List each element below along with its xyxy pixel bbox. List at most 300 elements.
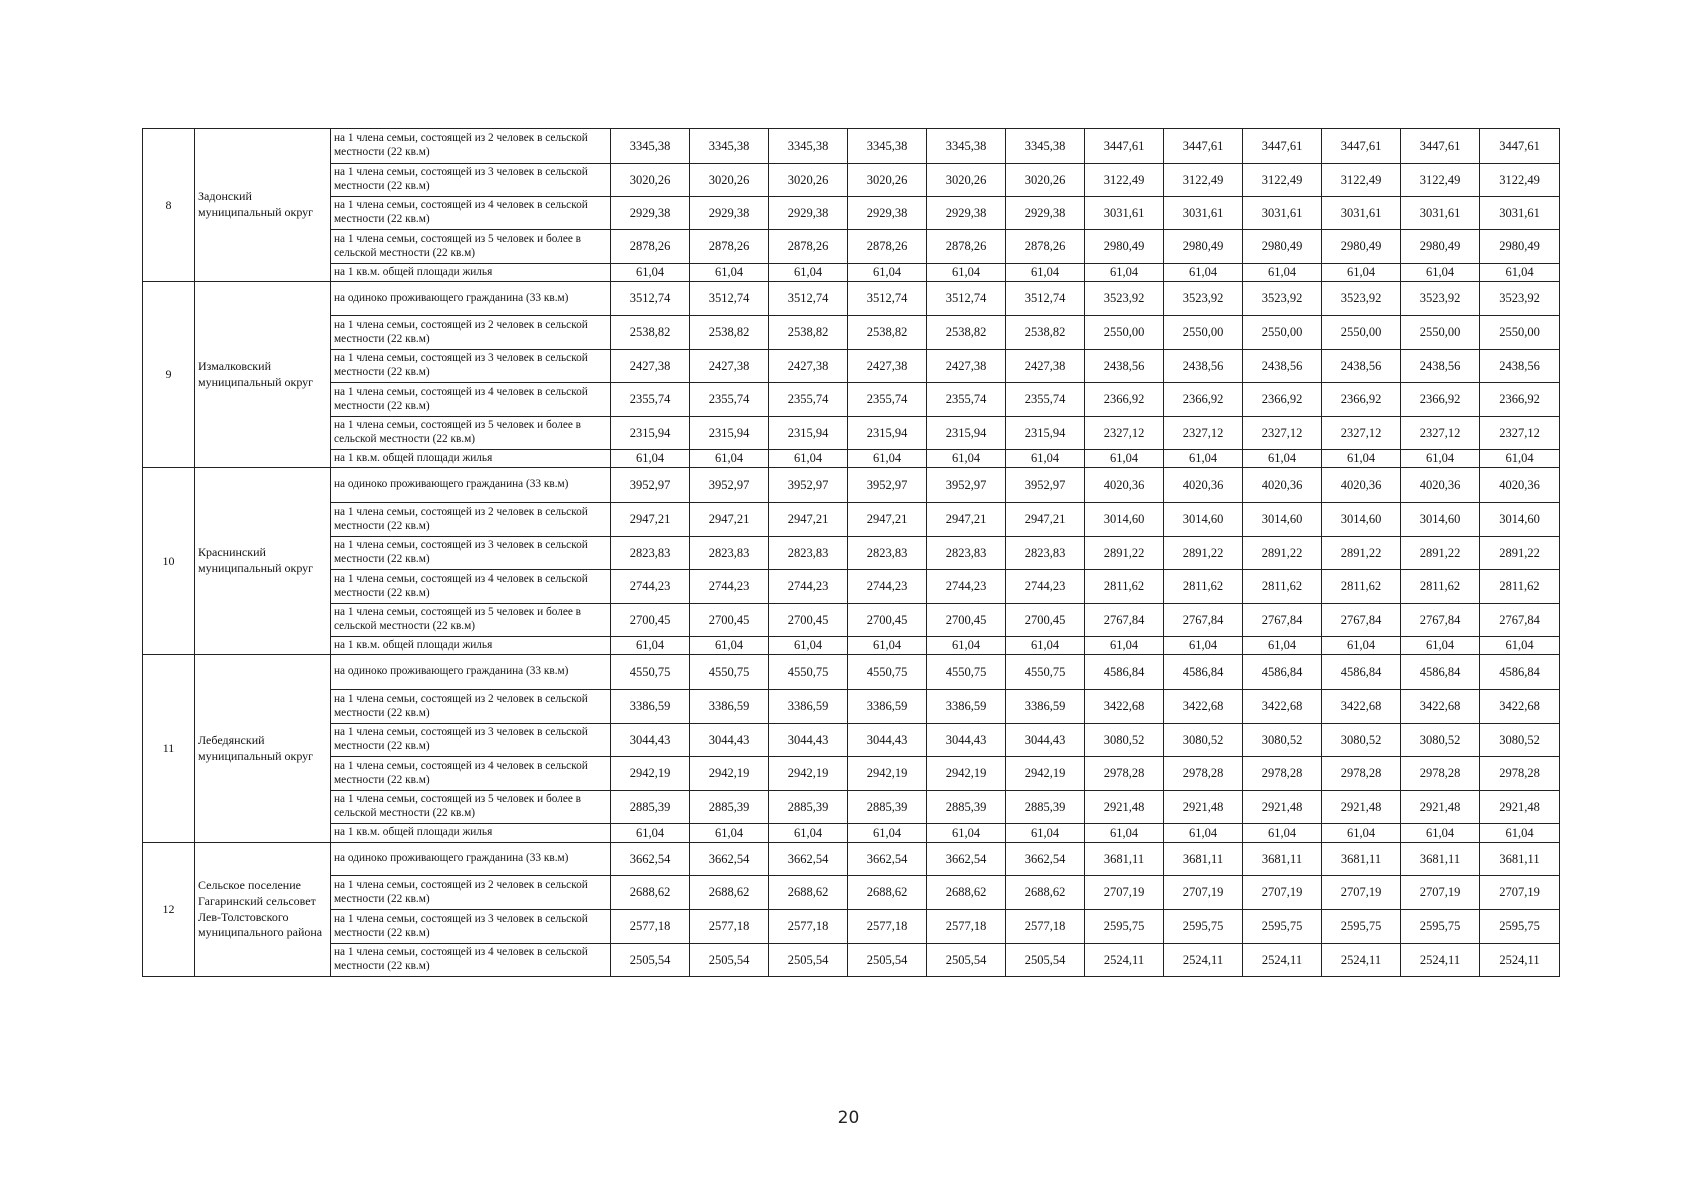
value-cell: 4586,84 xyxy=(1243,655,1322,690)
norm-description: на 1 члена семьи, состоящей из 3 человек в сельской местности (22 кв.м) xyxy=(331,910,611,944)
value-cell: 2505,54 xyxy=(690,944,769,977)
value-cell: 3122,49 xyxy=(1480,164,1560,197)
value-cell: 3386,59 xyxy=(1006,690,1085,724)
value-cell: 61,04 xyxy=(1164,824,1243,843)
value-cell: 61,04 xyxy=(690,450,769,468)
table-row xyxy=(143,417,1560,450)
value-cell: 2577,18 xyxy=(1006,910,1085,944)
value-cell: 3523,92 xyxy=(1085,282,1164,316)
value-cell: 2811,62 xyxy=(1322,570,1401,604)
value-cell: 3662,54 xyxy=(927,843,1006,876)
value-cell: 2744,23 xyxy=(611,570,690,604)
value-cell: 61,04 xyxy=(1164,264,1243,282)
value-cell: 2891,22 xyxy=(1164,537,1243,570)
value-cell: 61,04 xyxy=(848,637,927,655)
value-cell: 2355,74 xyxy=(769,383,848,417)
table-row xyxy=(143,537,1560,570)
value-cell: 2823,83 xyxy=(690,537,769,570)
value-cell: 61,04 xyxy=(848,450,927,468)
value-cell: 2947,21 xyxy=(848,503,927,537)
value-cell: 2921,48 xyxy=(1085,791,1164,824)
value-cell: 2688,62 xyxy=(690,876,769,910)
value-cell: 3014,60 xyxy=(1243,503,1322,537)
value-cell: 2327,12 xyxy=(1085,417,1164,450)
table-row xyxy=(143,637,1560,655)
value-cell: 2438,56 xyxy=(1164,350,1243,383)
row-index: 8 xyxy=(143,129,195,282)
value-cell: 2327,12 xyxy=(1480,417,1560,450)
district-name: Измалковский муниципальный округ xyxy=(195,282,331,468)
table-row xyxy=(143,129,1560,164)
value-cell: 2942,19 xyxy=(611,757,690,791)
norm-description: на 1 члена семьи, состоящей из 5 человек и более в сельской местности (22 кв.м) xyxy=(331,417,611,450)
value-cell: 2505,54 xyxy=(769,944,848,977)
value-cell: 2980,49 xyxy=(1164,230,1243,264)
value-cell: 61,04 xyxy=(1401,450,1480,468)
value-cell: 61,04 xyxy=(1085,450,1164,468)
value-cell: 2707,19 xyxy=(1085,876,1164,910)
value-cell: 61,04 xyxy=(1401,637,1480,655)
value-cell: 3681,11 xyxy=(1164,843,1243,876)
value-cell: 2427,38 xyxy=(611,350,690,383)
value-cell: 2577,18 xyxy=(848,910,927,944)
value-cell: 2891,22 xyxy=(1401,537,1480,570)
value-cell: 3020,26 xyxy=(848,164,927,197)
value-cell: 2327,12 xyxy=(1243,417,1322,450)
value-cell: 2947,21 xyxy=(611,503,690,537)
value-cell: 2550,00 xyxy=(1085,316,1164,350)
value-cell: 3122,49 xyxy=(1085,164,1164,197)
value-cell: 3122,49 xyxy=(1401,164,1480,197)
value-cell: 2878,26 xyxy=(1006,230,1085,264)
value-cell: 3080,52 xyxy=(1243,724,1322,757)
norm-description: на 1 члена семьи, состоящей из 4 человек в сельской местности (22 кв.м) xyxy=(331,197,611,230)
value-cell: 3512,74 xyxy=(1006,282,1085,316)
value-cell: 3031,61 xyxy=(1401,197,1480,230)
value-cell: 2595,75 xyxy=(1164,910,1243,944)
norm-description: на 1 члена семьи, состоящей из 5 человек и более в сельской местности (22 кв.м) xyxy=(331,791,611,824)
value-cell: 2355,74 xyxy=(1006,383,1085,417)
value-cell: 2538,82 xyxy=(927,316,1006,350)
value-cell: 2700,45 xyxy=(690,604,769,637)
value-cell: 4586,84 xyxy=(1322,655,1401,690)
value-cell: 2811,62 xyxy=(1480,570,1560,604)
value-cell: 4550,75 xyxy=(848,655,927,690)
value-cell: 2438,56 xyxy=(1401,350,1480,383)
value-cell: 3512,74 xyxy=(848,282,927,316)
table-row xyxy=(143,383,1560,417)
value-cell: 2978,28 xyxy=(1085,757,1164,791)
value-cell: 3031,61 xyxy=(1480,197,1560,230)
value-cell: 2744,23 xyxy=(1006,570,1085,604)
value-cell: 2942,19 xyxy=(769,757,848,791)
value-cell: 2315,94 xyxy=(611,417,690,450)
value-cell: 2688,62 xyxy=(769,876,848,910)
norm-description: на 1 члена семьи, состоящей из 4 человек в сельской местности (22 кв.м) xyxy=(331,383,611,417)
value-cell: 2942,19 xyxy=(690,757,769,791)
table-row xyxy=(143,876,1560,910)
value-cell: 2595,75 xyxy=(1401,910,1480,944)
value-cell: 3952,97 xyxy=(1006,468,1085,503)
value-cell: 3523,92 xyxy=(1480,282,1560,316)
value-cell: 3122,49 xyxy=(1243,164,1322,197)
value-cell: 2878,26 xyxy=(769,230,848,264)
table-row xyxy=(143,791,1560,824)
value-cell: 3044,43 xyxy=(769,724,848,757)
value-cell: 3345,38 xyxy=(927,129,1006,164)
value-cell: 61,04 xyxy=(1164,450,1243,468)
value-cell: 2700,45 xyxy=(611,604,690,637)
value-cell: 61,04 xyxy=(1480,637,1560,655)
value-cell: 2767,84 xyxy=(1243,604,1322,637)
value-cell: 2366,92 xyxy=(1401,383,1480,417)
table-row xyxy=(143,230,1560,264)
value-cell: 61,04 xyxy=(1085,264,1164,282)
norm-description: на одиноко проживающего гражданина (33 кв.м) xyxy=(331,655,611,690)
value-cell: 61,04 xyxy=(927,264,1006,282)
norm-description: на 1 члена семьи, состоящей из 4 человек в сельской местности (22 кв.м) xyxy=(331,570,611,604)
value-cell: 2595,75 xyxy=(1480,910,1560,944)
value-cell: 2524,11 xyxy=(1480,944,1560,977)
row-index: 9 xyxy=(143,282,195,468)
value-cell: 2707,19 xyxy=(1401,876,1480,910)
value-cell: 2427,38 xyxy=(1006,350,1085,383)
value-cell: 3044,43 xyxy=(690,724,769,757)
value-cell: 4020,36 xyxy=(1085,468,1164,503)
value-cell: 2505,54 xyxy=(1006,944,1085,977)
value-cell: 2577,18 xyxy=(769,910,848,944)
value-cell: 3031,61 xyxy=(1085,197,1164,230)
value-cell: 2823,83 xyxy=(1006,537,1085,570)
value-cell: 3952,97 xyxy=(848,468,927,503)
value-cell: 2577,18 xyxy=(927,910,1006,944)
value-cell: 2980,49 xyxy=(1480,230,1560,264)
district-name: Краснинский муниципальный округ xyxy=(195,468,331,655)
value-cell: 2891,22 xyxy=(1322,537,1401,570)
value-cell: 2767,84 xyxy=(1480,604,1560,637)
value-cell: 2942,19 xyxy=(1006,757,1085,791)
table-row xyxy=(143,468,1560,503)
value-cell: 61,04 xyxy=(690,637,769,655)
value-cell: 3345,38 xyxy=(1006,129,1085,164)
value-cell: 61,04 xyxy=(1480,450,1560,468)
value-cell: 4020,36 xyxy=(1322,468,1401,503)
value-cell: 2823,83 xyxy=(927,537,1006,570)
value-cell: 3345,38 xyxy=(769,129,848,164)
district-name: Лебедянский муниципальный округ xyxy=(195,655,331,843)
value-cell: 3080,52 xyxy=(1322,724,1401,757)
value-cell: 2929,38 xyxy=(690,197,769,230)
value-cell: 3014,60 xyxy=(1480,503,1560,537)
value-cell: 2891,22 xyxy=(1085,537,1164,570)
norm-description: на одиноко проживающего гражданина (33 кв.м) xyxy=(331,468,611,503)
norm-description: на 1 члена семьи, состоящей из 5 человек и более в сельской местности (22 кв.м) xyxy=(331,604,611,637)
value-cell: 2427,38 xyxy=(927,350,1006,383)
norm-description: на 1 члена семьи, состоящей из 3 человек в сельской местности (22 кв.м) xyxy=(331,724,611,757)
value-cell: 2538,82 xyxy=(769,316,848,350)
value-cell: 2366,92 xyxy=(1480,383,1560,417)
district-name: Задонский муниципальный округ xyxy=(195,129,331,282)
value-cell: 2921,48 xyxy=(1401,791,1480,824)
value-cell: 61,04 xyxy=(1322,637,1401,655)
value-cell: 2707,19 xyxy=(1164,876,1243,910)
norm-description: на одиноко проживающего гражданина (33 кв.м) xyxy=(331,843,611,876)
table-row xyxy=(143,264,1560,282)
value-cell: 3122,49 xyxy=(1164,164,1243,197)
table-row xyxy=(143,910,1560,944)
value-cell: 2978,28 xyxy=(1322,757,1401,791)
tariff-table xyxy=(142,128,1560,977)
norm-description: на 1 кв.м. общей площади жилья xyxy=(331,264,611,282)
value-cell: 3523,92 xyxy=(1401,282,1480,316)
value-cell: 3386,59 xyxy=(848,690,927,724)
value-cell: 3345,38 xyxy=(848,129,927,164)
value-cell: 2885,39 xyxy=(1006,791,1085,824)
value-cell: 2366,92 xyxy=(1322,383,1401,417)
value-cell: 2688,62 xyxy=(848,876,927,910)
value-cell: 3447,61 xyxy=(1322,129,1401,164)
value-cell: 3512,74 xyxy=(927,282,1006,316)
value-cell: 3014,60 xyxy=(1085,503,1164,537)
value-cell: 2538,82 xyxy=(611,316,690,350)
district-name: Сельское поселение Гагаринский сельсовет Лев-Толстовского муниципального района xyxy=(195,843,331,977)
value-cell: 3386,59 xyxy=(611,690,690,724)
value-cell: 61,04 xyxy=(1480,264,1560,282)
value-cell: 2942,19 xyxy=(848,757,927,791)
table-row xyxy=(143,570,1560,604)
value-cell: 61,04 xyxy=(690,264,769,282)
table-row xyxy=(143,655,1560,690)
value-cell: 2427,38 xyxy=(690,350,769,383)
value-cell: 3044,43 xyxy=(927,724,1006,757)
value-cell: 2885,39 xyxy=(690,791,769,824)
value-cell: 2811,62 xyxy=(1085,570,1164,604)
value-cell: 61,04 xyxy=(611,824,690,843)
value-cell: 2947,21 xyxy=(769,503,848,537)
value-cell: 61,04 xyxy=(1243,824,1322,843)
value-cell: 2885,39 xyxy=(927,791,1006,824)
value-cell: 2980,49 xyxy=(1243,230,1322,264)
value-cell: 3952,97 xyxy=(927,468,1006,503)
value-cell: 2811,62 xyxy=(1164,570,1243,604)
value-cell: 61,04 xyxy=(611,450,690,468)
value-cell: 61,04 xyxy=(1322,450,1401,468)
value-cell: 2921,48 xyxy=(1480,791,1560,824)
value-cell: 3662,54 xyxy=(690,843,769,876)
value-cell: 2366,92 xyxy=(1243,383,1322,417)
value-cell: 3422,68 xyxy=(1243,690,1322,724)
value-cell: 2929,38 xyxy=(1006,197,1085,230)
value-cell: 2505,54 xyxy=(848,944,927,977)
value-cell: 3681,11 xyxy=(1243,843,1322,876)
value-cell: 4020,36 xyxy=(1480,468,1560,503)
value-cell: 2315,94 xyxy=(690,417,769,450)
value-cell: 2355,74 xyxy=(611,383,690,417)
table-row xyxy=(143,690,1560,724)
value-cell: 2978,28 xyxy=(1401,757,1480,791)
value-cell: 61,04 xyxy=(1401,264,1480,282)
value-cell: 2823,83 xyxy=(611,537,690,570)
value-cell: 3681,11 xyxy=(1085,843,1164,876)
value-cell: 2595,75 xyxy=(1322,910,1401,944)
value-cell: 3020,26 xyxy=(927,164,1006,197)
value-cell: 2688,62 xyxy=(611,876,690,910)
value-cell: 2505,54 xyxy=(611,944,690,977)
value-cell: 2811,62 xyxy=(1243,570,1322,604)
value-cell: 4586,84 xyxy=(1164,655,1243,690)
value-cell: 2438,56 xyxy=(1322,350,1401,383)
value-cell: 61,04 xyxy=(769,264,848,282)
value-cell: 2980,49 xyxy=(1085,230,1164,264)
norm-description: на 1 члена семьи, состоящей из 3 человек в сельской местности (22 кв.м) xyxy=(331,350,611,383)
value-cell: 2744,23 xyxy=(690,570,769,604)
value-cell: 3014,60 xyxy=(1401,503,1480,537)
table-row xyxy=(143,450,1560,468)
value-cell: 2885,39 xyxy=(848,791,927,824)
value-cell: 2767,84 xyxy=(1322,604,1401,637)
value-cell: 2524,11 xyxy=(1164,944,1243,977)
value-cell: 4020,36 xyxy=(1243,468,1322,503)
value-cell: 2878,26 xyxy=(848,230,927,264)
value-cell: 3080,52 xyxy=(1480,724,1560,757)
value-cell: 4586,84 xyxy=(1401,655,1480,690)
value-cell: 61,04 xyxy=(1322,824,1401,843)
value-cell: 2978,28 xyxy=(1164,757,1243,791)
value-cell: 2744,23 xyxy=(769,570,848,604)
value-cell: 3523,92 xyxy=(1164,282,1243,316)
value-cell: 2980,49 xyxy=(1322,230,1401,264)
value-cell: 3512,74 xyxy=(690,282,769,316)
norm-description: на одиноко проживающего гражданина (33 кв.м) xyxy=(331,282,611,316)
value-cell: 3020,26 xyxy=(769,164,848,197)
norm-description: на 1 кв.м. общей площади жилья xyxy=(331,637,611,655)
value-cell: 4550,75 xyxy=(927,655,1006,690)
table-row xyxy=(143,503,1560,537)
value-cell: 3512,74 xyxy=(611,282,690,316)
value-cell: 2767,84 xyxy=(1164,604,1243,637)
row-index: 12 xyxy=(143,843,195,977)
norm-description: на 1 члена семьи, состоящей из 3 человек в сельской местности (22 кв.м) xyxy=(331,537,611,570)
value-cell: 2315,94 xyxy=(848,417,927,450)
value-cell: 61,04 xyxy=(769,824,848,843)
value-cell: 3447,61 xyxy=(1243,129,1322,164)
value-cell: 2366,92 xyxy=(1164,383,1243,417)
value-cell: 2811,62 xyxy=(1401,570,1480,604)
value-cell: 2929,38 xyxy=(927,197,1006,230)
value-cell: 3662,54 xyxy=(611,843,690,876)
value-cell: 2700,45 xyxy=(848,604,927,637)
value-cell: 3447,61 xyxy=(1085,129,1164,164)
value-cell: 3447,61 xyxy=(1401,129,1480,164)
value-cell: 2427,38 xyxy=(848,350,927,383)
value-cell: 61,04 xyxy=(848,264,927,282)
value-cell: 3952,97 xyxy=(769,468,848,503)
value-cell: 4550,75 xyxy=(769,655,848,690)
value-cell: 4020,36 xyxy=(1401,468,1480,503)
value-cell: 2315,94 xyxy=(1006,417,1085,450)
value-cell: 2929,38 xyxy=(611,197,690,230)
value-cell: 3044,43 xyxy=(611,724,690,757)
value-cell: 61,04 xyxy=(1401,824,1480,843)
value-cell: 61,04 xyxy=(1243,637,1322,655)
table-row xyxy=(143,757,1560,791)
value-cell: 2978,28 xyxy=(1243,757,1322,791)
value-cell: 2947,21 xyxy=(690,503,769,537)
value-cell: 2505,54 xyxy=(927,944,1006,977)
value-cell: 61,04 xyxy=(769,450,848,468)
table-body xyxy=(143,129,1560,977)
value-cell: 3681,11 xyxy=(1480,843,1560,876)
value-cell: 2577,18 xyxy=(690,910,769,944)
value-cell: 2707,19 xyxy=(1243,876,1322,910)
norm-description: на 1 члена семьи, состоящей из 4 человек в сельской местности (22 кв.м) xyxy=(331,757,611,791)
value-cell: 3681,11 xyxy=(1322,843,1401,876)
value-cell: 2355,74 xyxy=(927,383,1006,417)
value-cell: 2929,38 xyxy=(769,197,848,230)
value-cell: 3523,92 xyxy=(1322,282,1401,316)
value-cell: 61,04 xyxy=(769,637,848,655)
value-cell: 3020,26 xyxy=(611,164,690,197)
value-cell: 3681,11 xyxy=(1401,843,1480,876)
value-cell: 2700,45 xyxy=(769,604,848,637)
value-cell: 4586,84 xyxy=(1085,655,1164,690)
value-cell: 61,04 xyxy=(927,450,1006,468)
value-cell: 4550,75 xyxy=(611,655,690,690)
value-cell: 2978,28 xyxy=(1480,757,1560,791)
value-cell: 3662,54 xyxy=(1006,843,1085,876)
value-cell: 2355,74 xyxy=(848,383,927,417)
value-cell: 4550,75 xyxy=(690,655,769,690)
value-cell: 4020,36 xyxy=(1164,468,1243,503)
value-cell: 2700,45 xyxy=(927,604,1006,637)
value-cell: 3080,52 xyxy=(1401,724,1480,757)
value-cell: 2942,19 xyxy=(927,757,1006,791)
value-cell: 2538,82 xyxy=(848,316,927,350)
value-cell: 61,04 xyxy=(1243,450,1322,468)
value-cell: 3523,92 xyxy=(1243,282,1322,316)
value-cell: 2524,11 xyxy=(1085,944,1164,977)
value-cell: 2929,38 xyxy=(848,197,927,230)
value-cell: 61,04 xyxy=(1243,264,1322,282)
value-cell: 2438,56 xyxy=(1243,350,1322,383)
value-cell: 61,04 xyxy=(927,824,1006,843)
value-cell: 3080,52 xyxy=(1164,724,1243,757)
value-cell: 3031,61 xyxy=(1322,197,1401,230)
value-cell: 61,04 xyxy=(1164,637,1243,655)
value-cell: 2947,21 xyxy=(927,503,1006,537)
table-row xyxy=(143,604,1560,637)
value-cell: 61,04 xyxy=(1006,824,1085,843)
value-cell: 61,04 xyxy=(1085,637,1164,655)
value-cell: 3044,43 xyxy=(1006,724,1085,757)
value-cell: 2947,21 xyxy=(1006,503,1085,537)
value-cell: 2688,62 xyxy=(1006,876,1085,910)
value-cell: 2707,19 xyxy=(1480,876,1560,910)
value-cell: 2438,56 xyxy=(1480,350,1560,383)
value-cell: 3014,60 xyxy=(1164,503,1243,537)
value-cell: 2878,26 xyxy=(927,230,1006,264)
value-cell: 3031,61 xyxy=(1243,197,1322,230)
table-row xyxy=(143,316,1560,350)
value-cell: 3345,38 xyxy=(611,129,690,164)
table-row xyxy=(143,164,1560,197)
value-cell: 2577,18 xyxy=(611,910,690,944)
value-cell: 4550,75 xyxy=(1006,655,1085,690)
value-cell: 61,04 xyxy=(848,824,927,843)
value-cell: 2538,82 xyxy=(690,316,769,350)
value-cell: 2980,49 xyxy=(1401,230,1480,264)
value-cell: 61,04 xyxy=(611,264,690,282)
